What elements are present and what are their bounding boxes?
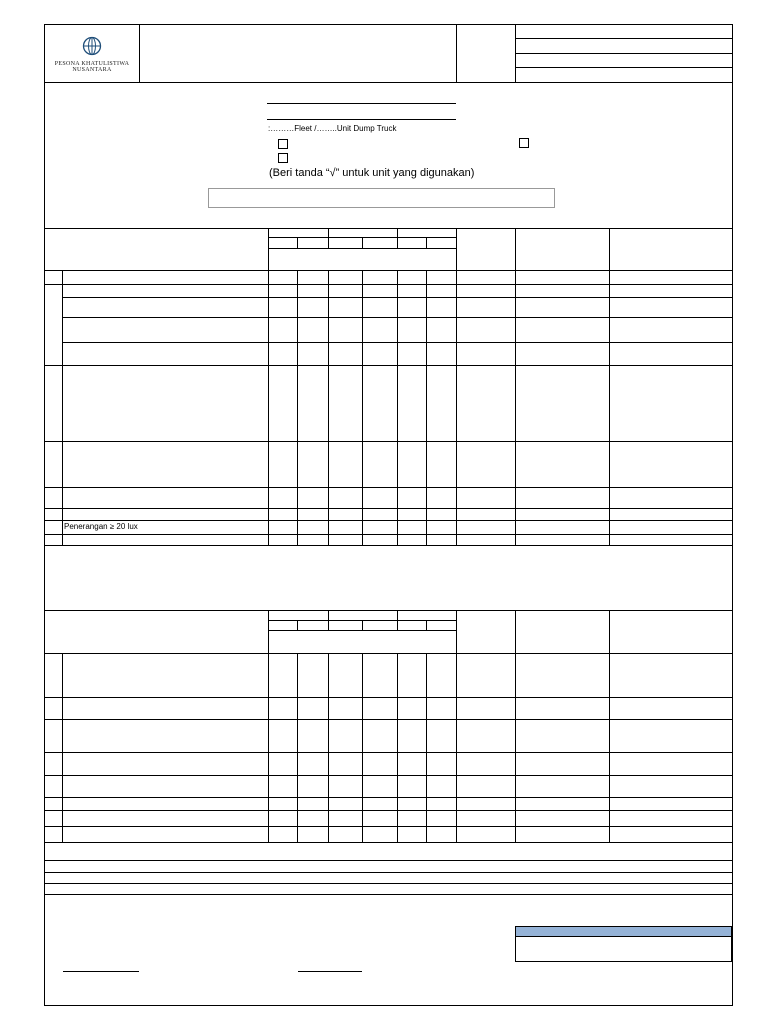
unit-checkbox-1[interactable] bbox=[278, 139, 288, 149]
fleet-unit-field: :………Fleet /……..Unit Dump Truck bbox=[268, 124, 397, 133]
table-1-grid bbox=[44, 228, 732, 546]
unit-checkbox-2[interactable] bbox=[278, 153, 288, 163]
globe-icon bbox=[82, 36, 102, 56]
approval-box bbox=[516, 937, 732, 962]
table-2-grid bbox=[44, 610, 732, 895]
approval-header-fill bbox=[516, 927, 732, 937]
company-name-line1: PESONA KHATULISTIWA bbox=[54, 61, 130, 67]
input-box bbox=[209, 189, 555, 208]
lighting-item-label: Penerangan ≥ 20 lux bbox=[64, 522, 138, 531]
unit-checkbox-3[interactable] bbox=[519, 138, 529, 148]
company-name-line2: NUSANTARA bbox=[72, 67, 112, 73]
company-logo bbox=[46, 26, 138, 82]
check-instruction: (Beri tanda “√” untuk unit yang digunakan) bbox=[269, 167, 475, 179]
